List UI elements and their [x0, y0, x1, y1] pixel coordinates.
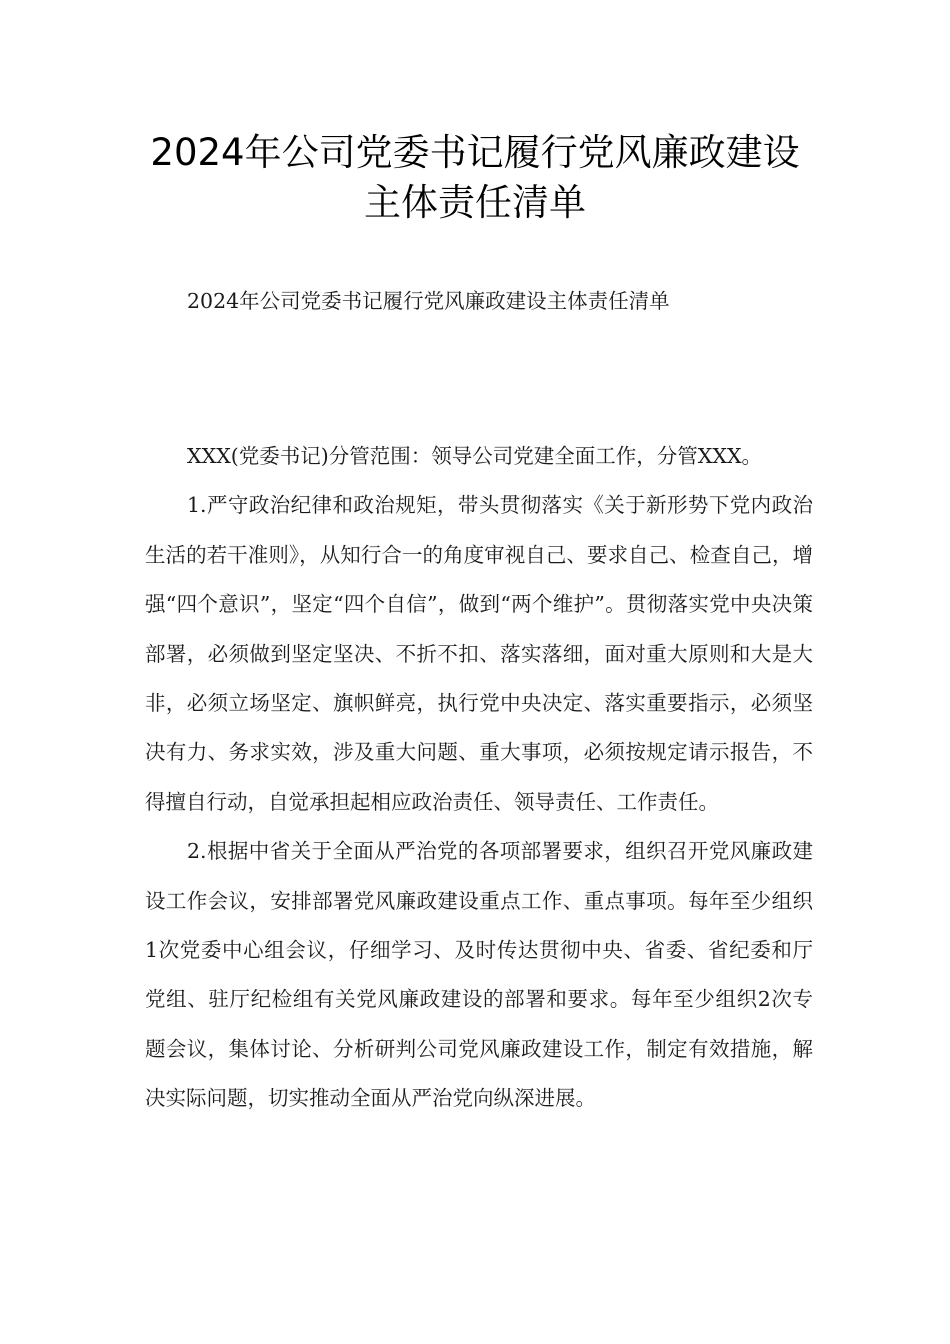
- paragraph-item-1: 1.严守政治纪律和政治规矩，带头贯彻落实《关于新形势下党内政治生活的若干准则》，从知行合一的角度审视自己、要求自己、检查自己，增强“四个意识”，坚定“四个自信”，做到“两个维护”。贯彻落实党中央决策部署，必须做到坚定坚决、不折不扣、落实落细，面对重大原则和大是大非，必须立场坚定、旗帜鲜亮，执行党中央决定、落实重要指示，必须坚决有力、务求实效，涉及重大问题、重大事项，必须按规定请示报告，不得擅自行动，自觉承担起相应政治责任、领导责任、工作责任。: [145, 493, 813, 814]
- title-line-2: 主体责任清单: [364, 181, 586, 224]
- document-title: [0, 128, 950, 228]
- paragraph-item-2: 2.根据中省关于全面从严治党的各项部署要求，组织召开党风廉政建设工作会议，安排部署党风廉政建设重点工作、重点事项。每年至少组织1次党委中心组会议，仔细学习、及时传达贯彻中央、省委、省纪委和厅党组、驻厅纪检组有关党风廉政建设的部署和要求。每年至少组织2次专题会议，集体讨论、分析研判公司党风廉政建设工作，制定有效措施，解决实际问题，切实推动全面从严治党向纵深进展。: [145, 839, 813, 1111]
- title-line-1: 2024年公司党委书记履行党风廉政建设: [150, 131, 800, 174]
- paragraph-scope: XXX(党委书记)分管范围：领导公司党建全面工作，分管XXX。: [187, 444, 763, 468]
- document-subtitle: 2024年公司党委书记履行党风廉政建设主体责任清单: [187, 289, 670, 313]
- document-body: [145, 432, 813, 1124]
